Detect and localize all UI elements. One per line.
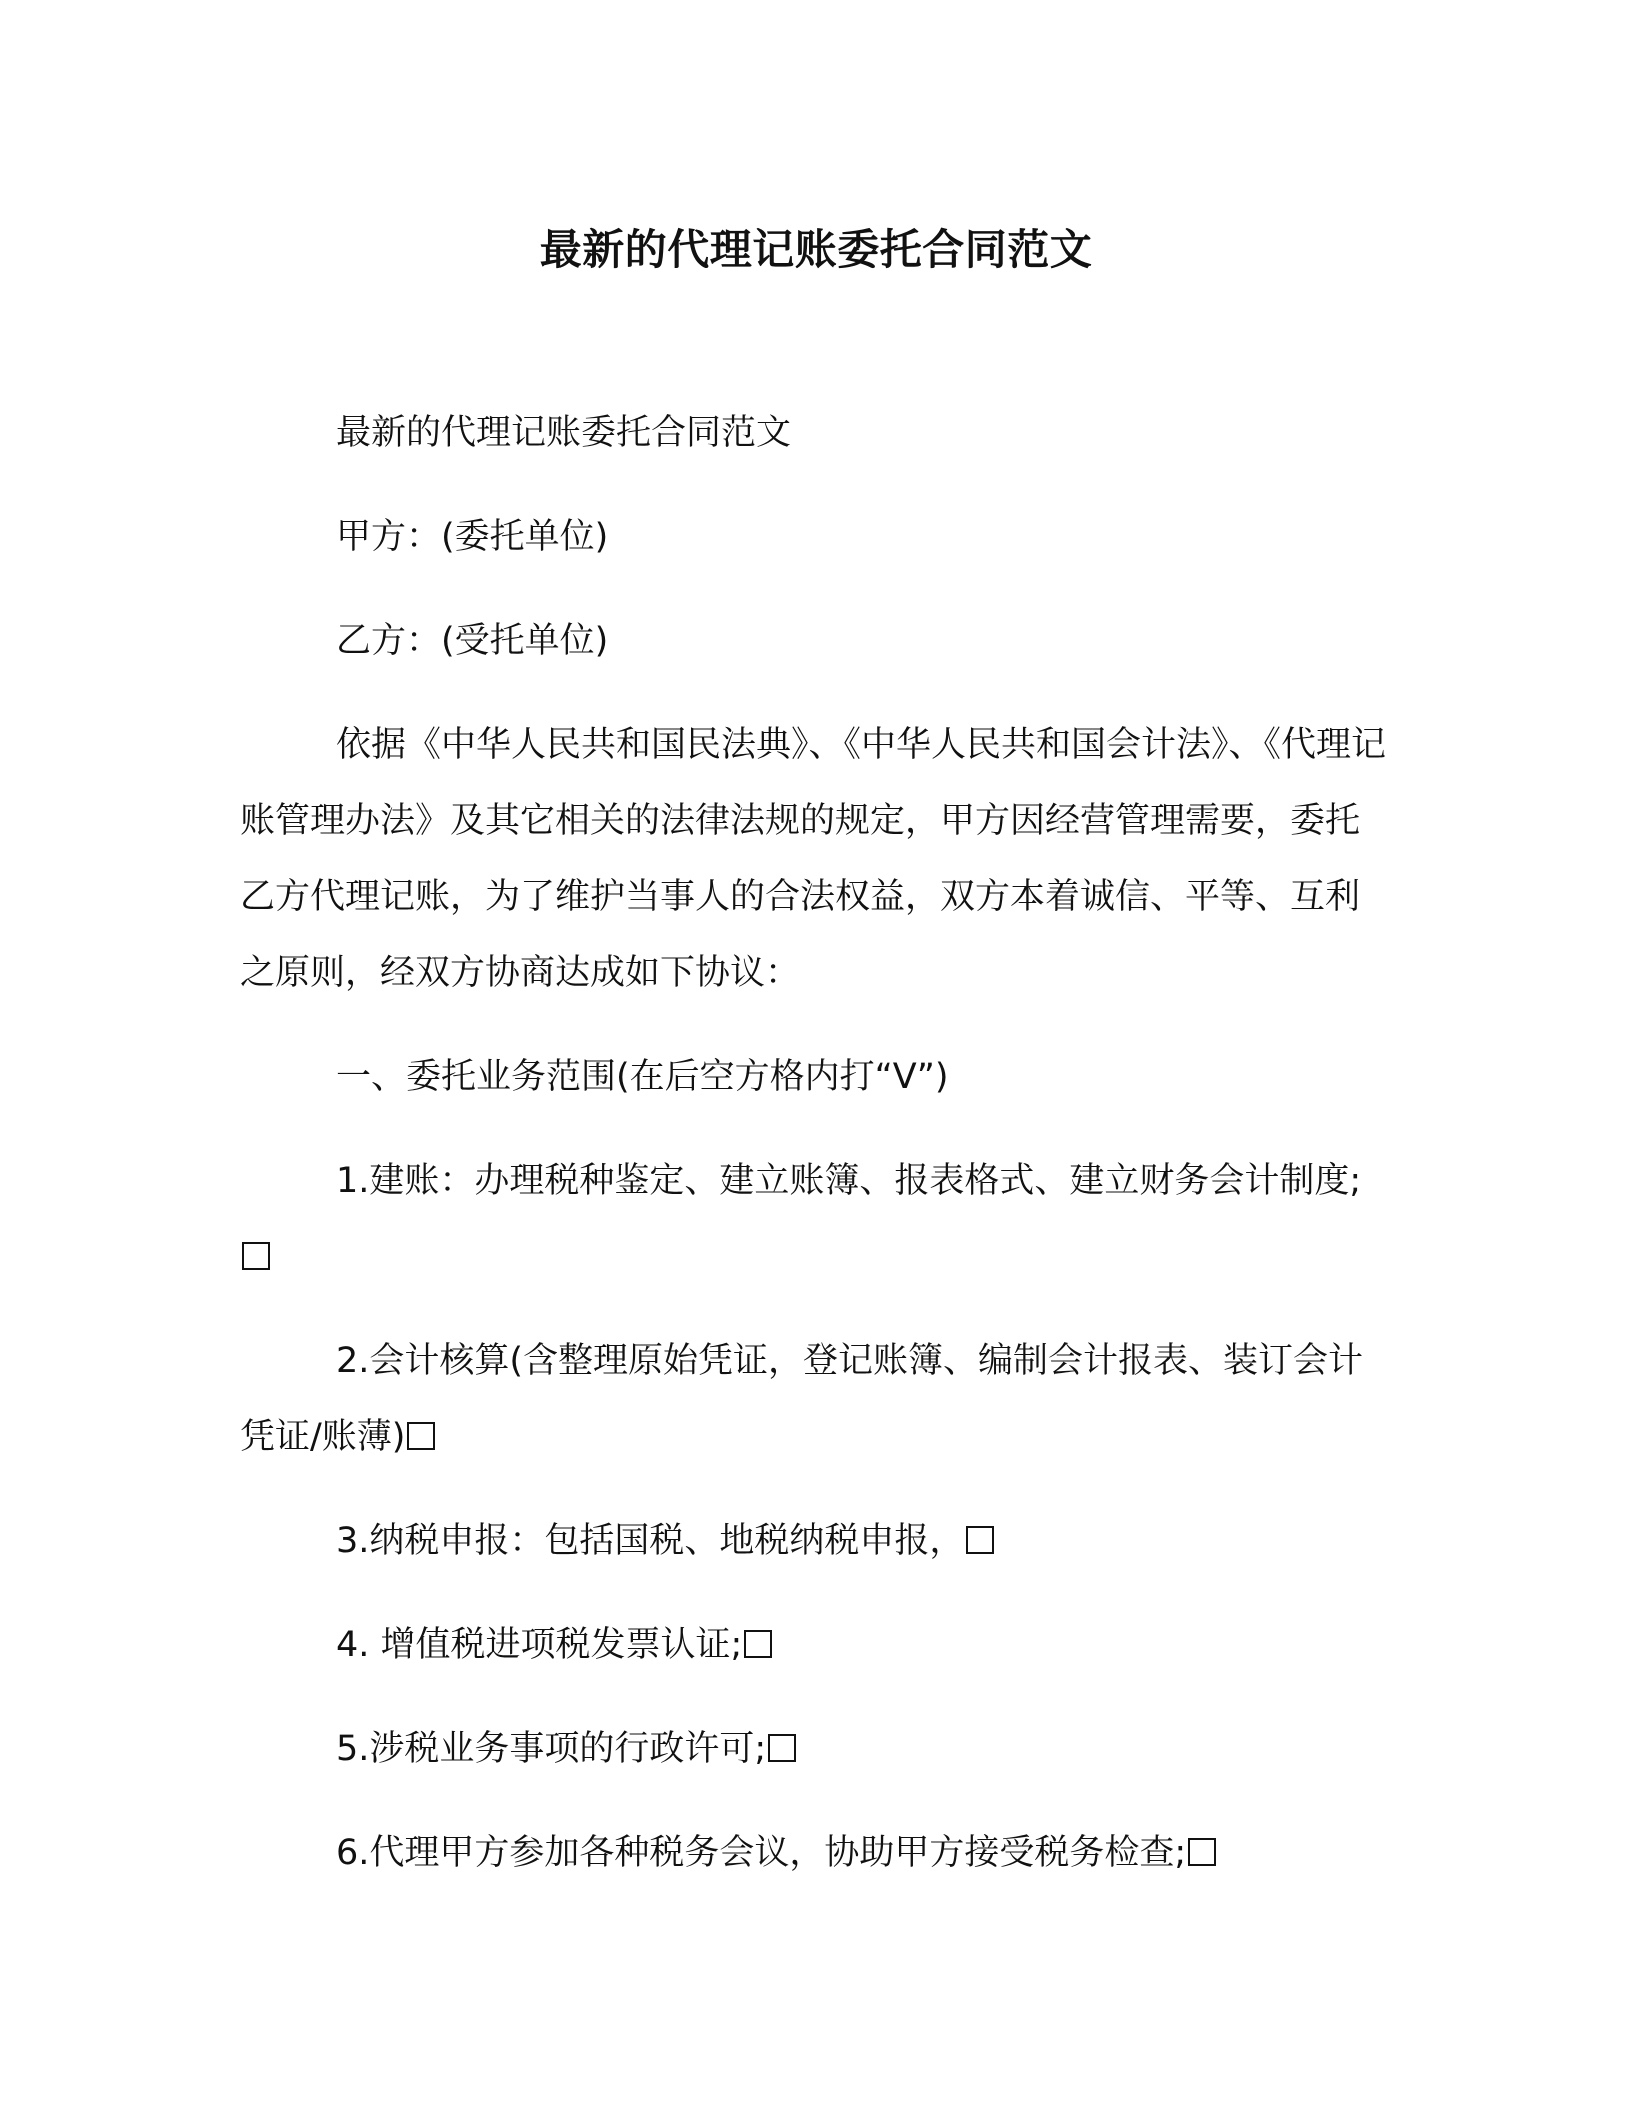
paragraph-preamble	[240, 707, 1390, 1011]
list-item-1	[240, 1143, 1390, 1295]
checkbox-empty[interactable]	[407, 1422, 435, 1450]
checkbox-empty[interactable]	[1188, 1838, 1216, 1866]
paragraph-text: 6.代理甲方参加各种税务会议，协助甲方接受税务检查;	[336, 1833, 1187, 1873]
paragraph-text: 甲方：(委托单位)	[336, 517, 609, 557]
paragraph-text: 最新的代理记账委托合同范文	[336, 413, 792, 453]
checkbox-empty[interactable]	[768, 1734, 796, 1762]
paragraph-party-b	[240, 603, 1390, 679]
document-title: 最新的代理记账委托合同范文	[539, 225, 1093, 274]
paragraph-text: 乙方：(受托单位)	[336, 621, 609, 661]
paragraph-subtitle	[240, 395, 1390, 471]
list-item-6	[240, 1815, 1390, 1891]
checkbox-empty[interactable]	[242, 1242, 270, 1270]
paragraph-text: 3.纳税申报：包括国税、地税纳税申报，	[336, 1521, 965, 1561]
paragraph-text: 2.会计核算(含整理原始凭证，登记账簿、编制会计报表、装订会计凭证/账薄)	[240, 1341, 1364, 1457]
list-item-4	[240, 1607, 1390, 1683]
paragraph-text: 4. 增值税进项税发票认证;	[336, 1625, 743, 1665]
paragraph-text: 一、委托业务范围(在后空方格内打“V”)	[336, 1057, 949, 1097]
list-item-2	[240, 1323, 1390, 1475]
section-heading-scope	[240, 1039, 1390, 1115]
paragraph-text: 1.建账：办理税种鉴定、建立账簿、报表格式、建立财务会计制度;	[336, 1161, 1362, 1201]
checkbox-empty[interactable]	[966, 1526, 994, 1554]
paragraph-text: 5.涉税业务事项的行政许可;	[336, 1729, 767, 1769]
paragraph-party-a	[240, 499, 1390, 575]
list-item-5	[240, 1711, 1390, 1787]
document-body	[240, 395, 1390, 1919]
list-item-3	[240, 1503, 1390, 1579]
paragraph-text: 依据《中华人民共和国民法典》、《中华人民共和国会计法》、《代理记账管理办法》及其它相关的法律法规的规定，甲方因经营管理需要，委托乙方代理记账，为了维护当事人的合法权益，双方本着诚信、平等、互利之原则，经双方协商达成如下协议：	[240, 725, 1387, 993]
checkbox-empty[interactable]	[744, 1630, 772, 1658]
